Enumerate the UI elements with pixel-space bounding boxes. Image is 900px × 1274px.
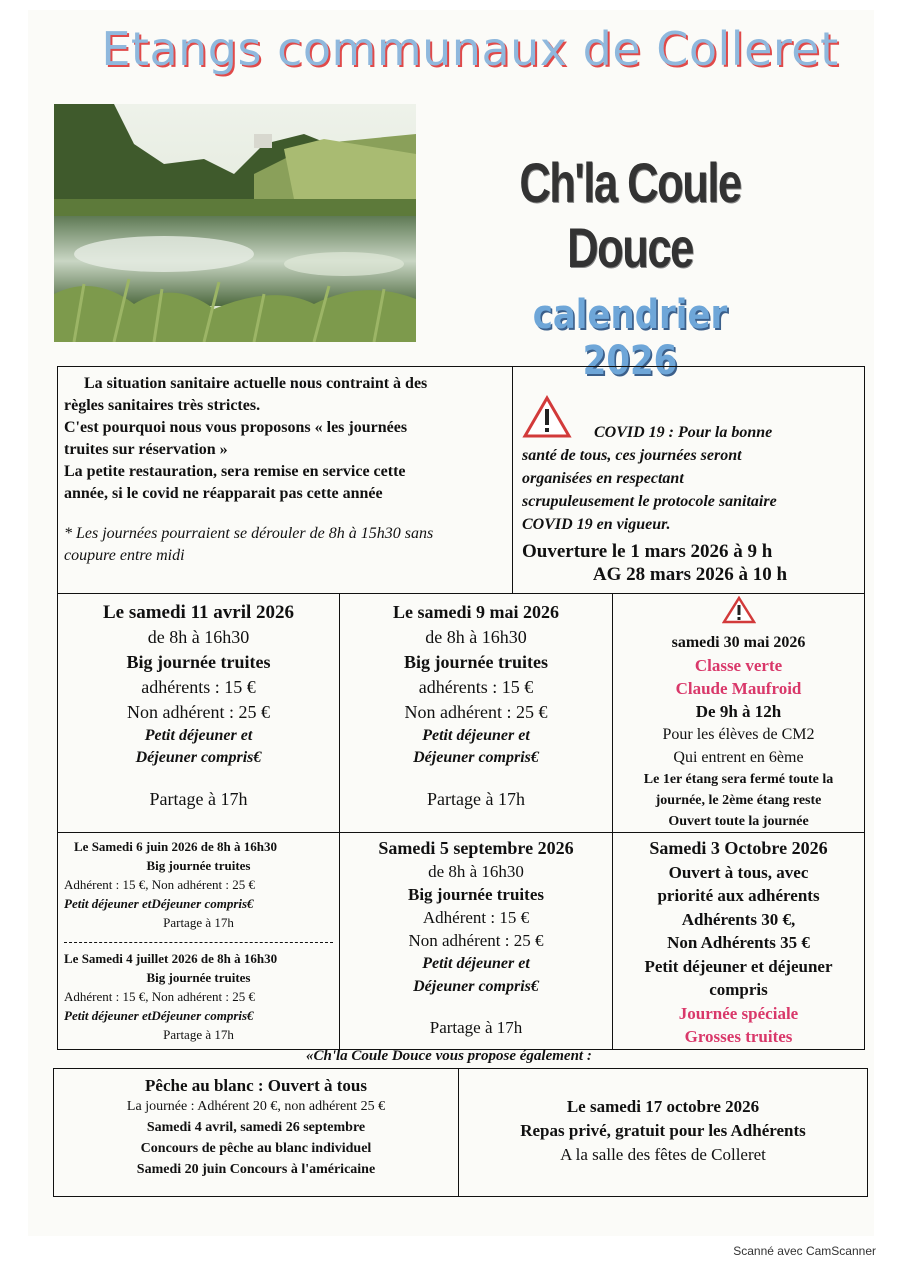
covid-line: santé de tous, ces journées seront (522, 447, 742, 464)
event-detail: Le 1er étang sera fermé toute la (643, 772, 834, 787)
event-oct-3 (613, 833, 864, 1049)
notice-line: C'est pourquoi nous vous proposons « les journées (64, 419, 408, 436)
event-title: samedi 30 mai 2026 (671, 634, 806, 651)
extra-events-box (53, 1068, 868, 1197)
schedule-note: * Les journées pourraient se dérouler de 8h à 15h30 sans (64, 525, 434, 542)
opening-date: Ouverture le 1 mars 2026 à 9 h (522, 541, 773, 562)
event-title: Le samedi 17 octobre 2026 (566, 1097, 760, 1116)
notice-line: La petite restauration, sera remise en service cette (64, 463, 406, 480)
event-detail: Concours de pêche au blanc individuel (140, 1141, 372, 1156)
event-detail: Samedi 20 juin Concours à l'américaine (136, 1162, 376, 1177)
event-meal: compris (709, 980, 768, 999)
event-detail: journée, le 2ème étang reste (655, 793, 822, 808)
event-hours: de 8h à 16h30 (147, 627, 250, 647)
event-detail: Ouvert à tous, avec (668, 862, 809, 882)
event-title: Samedi 3 Octobre 2026 (649, 838, 828, 858)
event-meal: Petit déjeuner etDéjeuner compris€ (64, 1008, 254, 1023)
event-kind: Big journée truites (146, 970, 251, 985)
event-title: Le samedi 11 avril 2026 (102, 602, 295, 623)
event-meal: Petit déjeuner et (144, 727, 253, 744)
calendar-year: calendrier 2026 (532, 292, 728, 384)
event-sep-5 (340, 833, 613, 1049)
event-kind: Big journée truites (408, 885, 544, 904)
event-may-30 (613, 594, 864, 833)
event-june-6 (58, 837, 339, 932)
covid-line: COVID 19 en vigueur. (522, 516, 671, 533)
sanitary-notice (58, 367, 513, 593)
event-meal: Déjeuner compris€ (413, 749, 539, 766)
event-share: Partage à 17h (163, 1027, 234, 1042)
event-detail: Samedi 4 avril, samedi 26 septembre (146, 1120, 366, 1135)
event-highlight: Classe verte (694, 656, 783, 675)
event-detail: La journée : Adhérent 20 €, non adhérent 25 € (126, 1099, 386, 1114)
event-kind: Big journée truites (126, 652, 271, 672)
notice-line: truites sur réservation » (64, 441, 228, 458)
event-detail: Pour les élèves de CM2 (662, 726, 815, 743)
notice-line: La situation sanitaire actuelle nous contraint à des (84, 375, 428, 392)
event-meal: Petit déjeuner et (422, 955, 530, 972)
event-price: Non adhérent : 25 € (408, 931, 544, 950)
event-price: Adhérents 30 €, (681, 909, 796, 929)
event-price: adhérents : 15 € (141, 677, 256, 697)
warning-icon (722, 596, 756, 624)
divider (64, 942, 333, 943)
event-price: Non Adhérents 35 € (667, 933, 810, 952)
also-offers-heading: «Ch'la Coule Douce vous propose également : (306, 1048, 592, 1064)
notice-line: année, si le covid ne réapparait pas cette année (64, 485, 383, 502)
event-meal: Déjeuner compris€ (135, 749, 262, 766)
event-share: Partage à 17h (427, 789, 525, 809)
event-kind: Big journée truites (146, 858, 251, 873)
event-hours: De 9h à 12h (695, 702, 782, 721)
event-meal: Petit déjeuner etDéjeuner compris€ (64, 896, 254, 911)
event-share: Partage à 17h (163, 915, 234, 930)
event-title: Le samedi 9 mai 2026 (393, 602, 559, 622)
repas-prive (459, 1069, 867, 1196)
event-meal: Petit déjeuner et (422, 727, 530, 744)
covid-line: COVID 19 : Pour la bonne (594, 424, 773, 441)
event-share: Partage à 17h (149, 789, 248, 809)
event-highlight: Grosses truites (684, 1027, 793, 1046)
event-detail: Ouvert toute la journée (668, 814, 809, 829)
schedule-note: coupure entre midi (64, 547, 185, 564)
event-price: adhérents : 15 € (418, 677, 534, 697)
event-kind: Big journée truites (404, 652, 548, 672)
notice-line: règles sanitaires très strictes. (64, 397, 261, 414)
events-june-july (58, 833, 340, 1049)
event-may-9 (340, 594, 613, 833)
pond-photo (54, 104, 416, 342)
event-title: Le Samedi 4 juillet 2026 de 8h à 16h30 (64, 951, 278, 966)
covid-notice (514, 367, 864, 593)
covid-line: scrupuleusement le protocole sanitaire (522, 493, 777, 510)
ag-date: AG 28 mars 2026 à 10 h (592, 564, 788, 585)
warning-icon (522, 395, 572, 439)
event-name: Ch'la Coule Douce (519, 151, 741, 279)
event-title: Le Samedi 6 juin 2026 de 8h à 16h30 (74, 839, 277, 854)
event-title: Samedi 5 septembre 2026 (378, 838, 574, 858)
event-highlight: Journée spéciale (678, 1003, 799, 1023)
event-title: Pêche au blanc : Ouvert à tous (145, 1076, 367, 1095)
page-title: Etangs communaux de Colleret (101, 22, 839, 76)
event-detail: priorité aux adhérents (657, 886, 820, 905)
covid-line: organisées en respectant (522, 470, 684, 487)
info-box (57, 366, 865, 594)
event-price: Adhérent : 15 €, Non adhérent : 25 € (64, 989, 255, 1004)
peche-au-blanc (54, 1069, 459, 1196)
event-detail: Repas privé, gratuit pour les Adhérents (520, 1121, 806, 1140)
event-share: Partage à 17h (429, 1018, 523, 1037)
event-price: Adhérent : 15 € (422, 908, 530, 927)
event-hours: de 8h à 16h30 (428, 862, 524, 881)
event-price: Non adhérent : 25 € (127, 702, 270, 722)
event-meal: Déjeuner compris€ (413, 978, 539, 995)
event-detail: A la salle des fêtes de Colleret (560, 1145, 766, 1164)
scanner-watermark: Scanné avec CamScanner (733, 1244, 876, 1258)
event-price: Non adhérent : 25 € (404, 702, 548, 722)
events-grid (57, 593, 865, 1050)
event-highlight: Claude Maufroid (675, 679, 802, 698)
event-meal: Petit déjeuner et déjeuner (644, 956, 833, 976)
event-detail: Qui entrent en 6ème (673, 749, 804, 766)
event-price: Adhérent : 15 €, Non adhérent : 25 € (64, 877, 255, 892)
event-apr-11 (58, 594, 340, 833)
event-july-4 (58, 949, 339, 1044)
event-hours: de 8h à 16h30 (425, 627, 527, 647)
